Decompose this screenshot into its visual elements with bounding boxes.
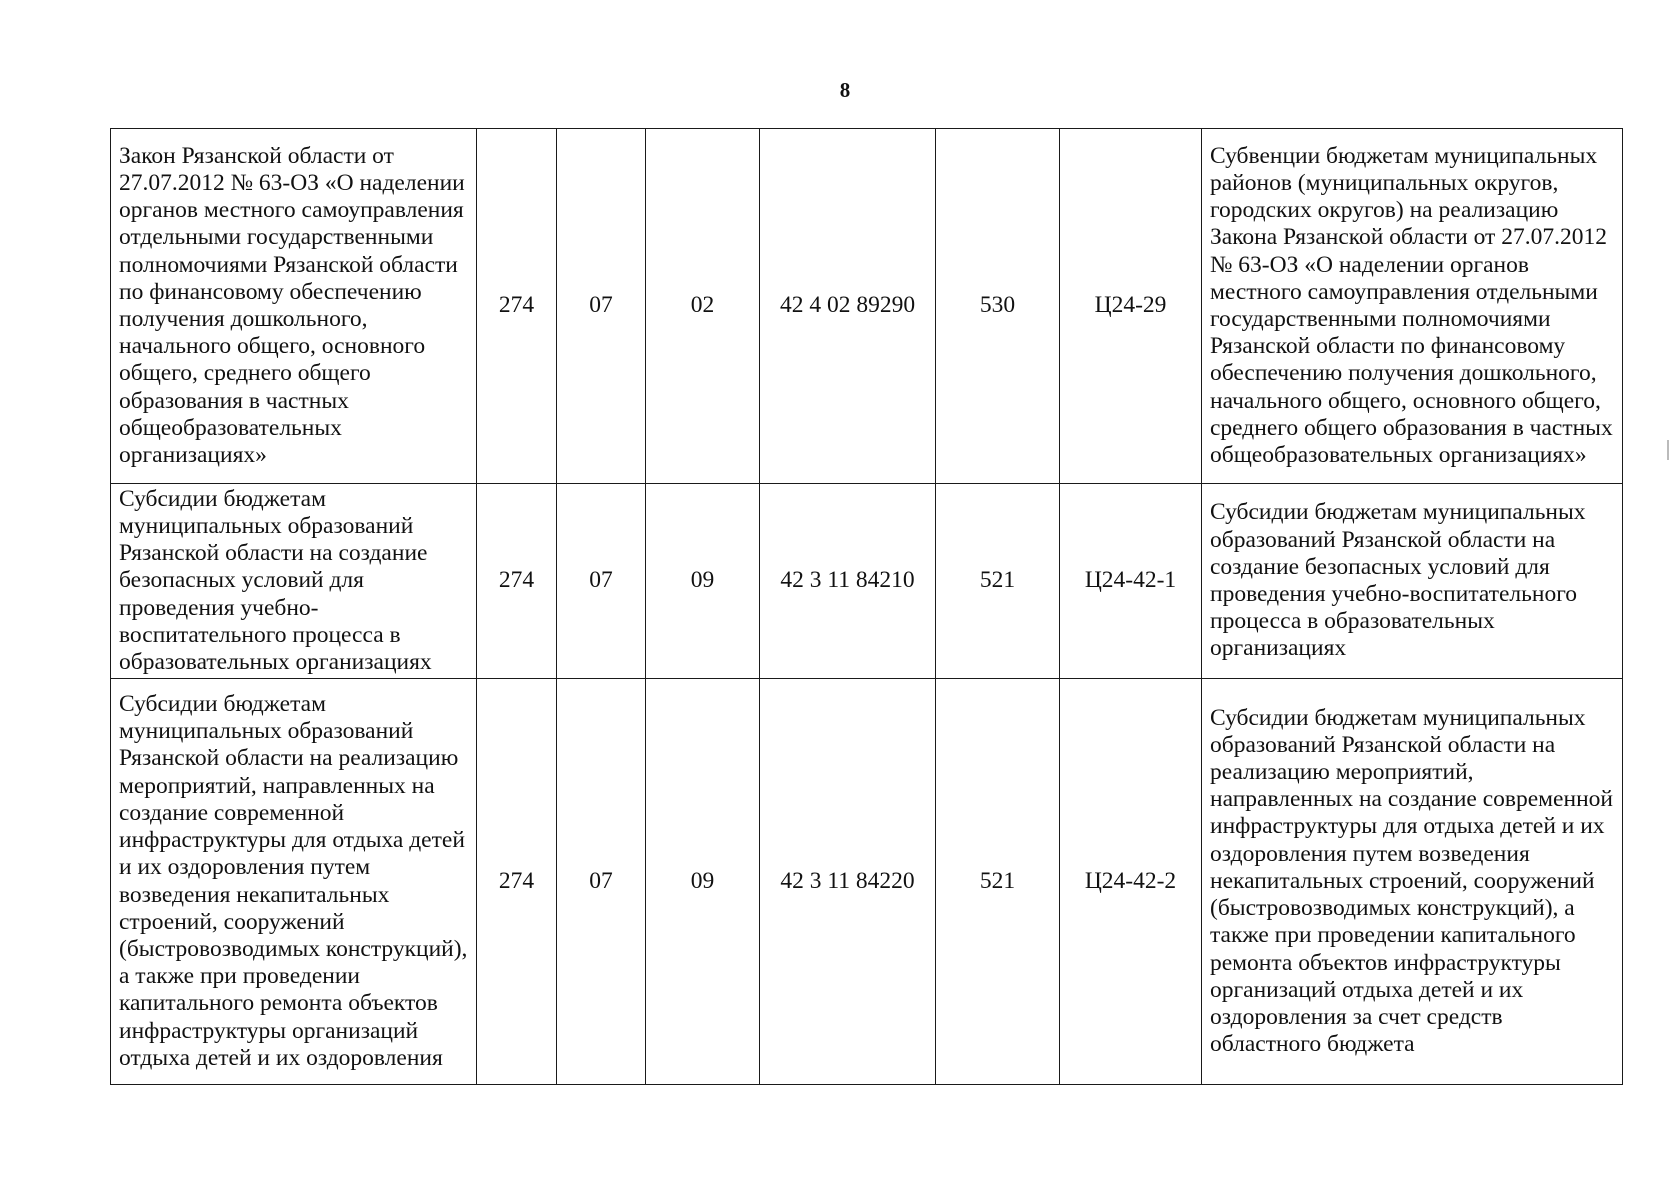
reference-code-cell: Ц24-42-1 bbox=[1060, 484, 1202, 679]
section-cell: 07 bbox=[557, 484, 646, 679]
subsection-cell: 02 bbox=[646, 129, 760, 484]
subsection-cell: 09 bbox=[646, 484, 760, 679]
admin-code-cell: 274 bbox=[477, 679, 557, 1085]
reference-code-cell: Ц24-42-2 bbox=[1060, 679, 1202, 1085]
expense-type-cell: 521 bbox=[936, 679, 1060, 1085]
expense-type-cell: 530 bbox=[936, 129, 1060, 484]
description-cell: Субсидии бюджетам муниципальных образований Рязанской области на реализацию мероприятий, направленных на создание современной инфраструктуры для отдыха детей и их оздоровления путем возведения некапитальных строений, сооружений (быстровозводимых конструкций), а также при проведении капитального ремонта объектов инфраструктуры организаций отдыха детей и их оздоровления за счет средств областного бюджета bbox=[1202, 679, 1623, 1085]
page-number: 8 bbox=[839, 78, 851, 102]
table-row bbox=[111, 484, 1623, 679]
target-article-cell: 42 4 02 89290 bbox=[760, 129, 936, 484]
row-name-cell: Субсидии бюджетам муниципальных образований Рязанской области на реализацию мероприятий, направленных на создание современной инфраструктуры для отдыха детей и их оздоровления путем возведения некапитальных строений, сооружений (быстровозводимых конструкций), а также при проведении капитального ремонта объектов инфраструктуры организаций отдыха детей и их оздоровления bbox=[111, 679, 477, 1085]
row-name-cell: Закон Рязанской области от 27.07.2012 № 63-ОЗ «О наделении органов местного самоуправления отдельными государственными полномочиями Рязанской области по финансовому обеспечению получения дошкольного, начального общего, основного общего, среднего общего образования в частных общеобразовательных организациях» bbox=[111, 129, 477, 484]
budget-classification-table bbox=[110, 128, 1623, 1085]
table-row bbox=[111, 679, 1623, 1085]
section-cell: 07 bbox=[557, 679, 646, 1085]
description-cell: Субсидии бюджетам муниципальных образований Рязанской области на создание безопасных условий для проведения учебно-воспитательного процесса в образовательных организациях bbox=[1202, 484, 1623, 679]
scan-artifact bbox=[1667, 440, 1669, 460]
reference-code-cell: Ц24-29 bbox=[1060, 129, 1202, 484]
expense-type-cell: 521 bbox=[936, 484, 1060, 679]
admin-code-cell: 274 bbox=[477, 129, 557, 484]
section-cell: 07 bbox=[557, 129, 646, 484]
description-cell: Субвенции бюджетам муниципальных районов (муниципальных округов, городских округов) на реализацию Закона Рязанской области от 27.07.2012 № 63-ОЗ «О наделении органов местного самоуправления отдельными государственными полномочиями Рязанской области по финансовому обеспечению получения дошкольного, начального общего, основного общего, среднего общего образования в частных общеобразовательных организациях» bbox=[1202, 129, 1623, 484]
table-row bbox=[111, 129, 1623, 484]
row-name-cell: Субсидии бюджетам муниципальных образований Рязанской области на создание безопасных условий для проведения учебно-воспитательного процесса в образовательных организациях bbox=[111, 484, 477, 679]
target-article-cell: 42 3 11 84210 bbox=[760, 484, 936, 679]
target-article-cell: 42 3 11 84220 bbox=[760, 679, 936, 1085]
subsection-cell: 09 bbox=[646, 679, 760, 1085]
admin-code-cell: 274 bbox=[477, 484, 557, 679]
